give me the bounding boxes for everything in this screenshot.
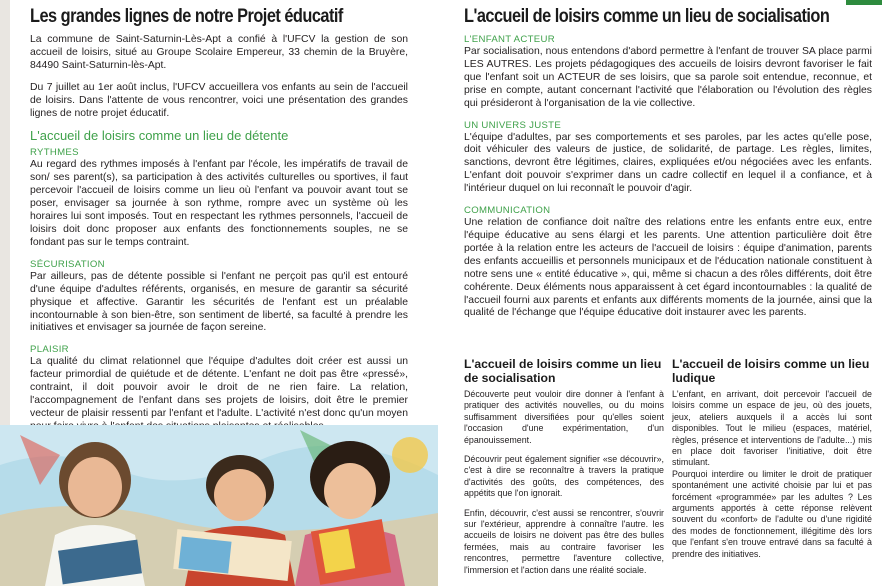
univers-juste-text: L'équipe d'adultes, par ses comportements et ses paroles, par les actes qu'elle pose, doit véhiculer des valeurs de justice, de solidarité, de partage. Les règles, limites, sanctions, devront être légitimes, claires, expliquées et/ou négociées avec les enfants. L'enfant doit pouvoir s'exprimer dans un cadre collectif en lequel il a confiance, et à l'intérieur duquel on lui reconnaît le pouvoir d'agir. [464, 131, 872, 195]
right-title: L'accueil de loisirs comme un lieu de socialisation [464, 6, 830, 27]
left-title: Les grandes lignes de notre Projet éducatif [30, 6, 343, 27]
children-reading-photo [0, 425, 438, 586]
securisation-label: SÉCURISATION [30, 258, 105, 270]
box-socialisation-p1: Découverte peut vouloir dire donner à l'enfant à pratiquer des activités nouvelles, ou du moins suffisamment diversifiées pour qu'elles soient l'occasion d'une expérimentation, d'un épanouissement. [464, 389, 664, 445]
communication-label: COMMUNICATION [464, 205, 551, 217]
box-socialisation-title: L'accueil de loisirs comme un lieu de socialisation [464, 357, 662, 385]
communication-text: Une relation de confiance doit naître des relations entre les enfants entre eux, entre l'équipe éducative au sens élargi et les parents. Une attention particulière doit être portée à la relation entre les acteurs de l'accueil de loisirs : équipe d'animation, parents des enfants accueillis et personnels municipaux et de l'éducation nationale constituent à notre sens une « entité éducative », qui, même si chacun a des rôles différents, doit être cohérente. Deux éléments nous apparaissent à cet égard incontournables : la qualité de l'accueil fourni aux parents et enfants aux différents moments de la journée, ainsi que la qualité de l'échange que l'équipe éducative doit instaurer avec les parents. [464, 217, 872, 319]
box-ludique-p1: L'enfant, en arrivant, doit percevoir l'accueil de loisirs comme un espace de jeu, où des jouets, jeux, ateliers auxquels il a accès lui sont disponibles. Tout le milieu (espaces, matériel, règles, présence et interventions de l'adulte...) mis en place doit favoriser l'initiative, doit être stimulant. [672, 389, 872, 468]
univers-juste-label: UN UNIVERS JUSTE [464, 119, 562, 131]
box-ludique-title: L'accueil de loisirs comme un lieu ludique [672, 357, 870, 385]
rythmes-label: RYTHMES [30, 147, 79, 159]
plaisir-text: La qualité du climat relationnel que l'équipe d'adultes doit créer est aussi un facteur primordial de quiétude et de détente. L'enfant ne doit pas être «pressé», contraint, il doit pouvoir avoir le droit de ne rien faire. La relation, l'accompagnement de l'enfant dans ses projets de loisirs, doit être le premier vecteur de plaisir ressenti par l'enfant et l'adulte. L'activité n'est donc qu'un moyen [30, 356, 408, 419]
plaisir-label: PLAISIR [30, 344, 69, 356]
right-column [464, 6, 872, 320]
rythmes-text: Au regard des rythmes imposés à l'enfant par l'école, les impératifs de travail de son/ ses parent(s), sa participation à des activités culturelles ou sportives, il faut percevoir l'accueil de loisirs comme un lieu où l'enfant va pouvoir avant tout se poser, envisager sa journée à son rythme, rompre avec un système où les horaires lui sont imposés. Tout en respectant les rythmes personnels, l'accueil de loisirs doit donc proposer aux enfants des fonctionnements souples, ne se fondant pas sur le temps contraint. [30, 159, 408, 248]
intro-paragraph-1: La commune de Saint-Saturnin-Lès-Apt a confié à l'UFCV la gestion de son accueil de loisirs, situé au Groupe Scolaire Empereur, 33 chemin de la Bruyère, 84490 Saint-Saturnin-lès-Apt. [30, 34, 408, 71]
enfant-acteur-label: L'ENFANT ACTEUR [464, 34, 555, 45]
box-socialisation-p2: Découvrir peut également signifier «se découvrir», c'est à dire se reconnaître à travers la pratique d'activités des goûts, des compétences, des appétits que l'on ignorait. [464, 454, 664, 499]
box-socialisation-p3: Enfin, découvrir, c'est aussi se rencontrer, s'ouvrir sur l'extérieur, apprendre à connaître l'autre. les accueils de loisirs ne doivent pas être des bulles fermées, mais au contraire favoriser les rencontres, permettre l'aventure collective, l'immersion et l'action dans une réalité sociale. [464, 507, 664, 575]
box-socialisation [464, 357, 664, 576]
green-corner-bar [846, 0, 882, 5]
photo-illustration [0, 425, 438, 586]
box-ludique-p2: Pourquoi interdire ou limiter le droit de pratiquer spontanément une activité choisie par lui et pas forcément «programmée» par les adultes ? Les arguments apportés à cette réponse relèvent souvent du «confort» de l'adulte ou d'une rigidité des modes de fonctionnement, illégitime dès lors que l'enfant s'en trouve entravé dans sa faculté à prendre des initiatives. [672, 468, 872, 559]
left-column [30, 6, 408, 434]
detente-section-title: L'accueil de loisirs comme un lieu de détente [30, 128, 289, 144]
securisation-text: Par ailleurs, pas de détente possible si l'enfant ne perçoit pas qu'il est entouré d'une équipe d'adultes référents, organisés, en mesure de garantir sa sécurité physique et affective. Garantir les sécurités de l'enfant est un préalable incontournable à son bien-être, son sentiment de liberté, sa faculté à prendre les initiatives et envisager sa journée de façon sereine. [30, 270, 408, 334]
enfant-acteur-text: Par socialisation, nous entendons d'abord permettre à l'enfant de trouver SA place parmi LES AUTRES. Les projets pédagogiques des accueils de loisirs devront favoriser le fait que l'enfant soit un ACTEUR de ses loisirs, que sa parole soit entendue, reconnue, et prise en compte, autant concernant l'activité que l'élaboration ou l'évolution des règles qui présideront à l'organisation de la vie collective. [464, 46, 872, 109]
intro-paragraph-2: Du 7 juillet au 1er août inclus, l'UFCV accueillera vos enfants au sein de l'accueil de loisirs. Dans l'attente de vous rencontrer, voici une présentation des grandes lignes de notre projet éducatif. [30, 81, 408, 119]
box-ludique [672, 357, 872, 560]
